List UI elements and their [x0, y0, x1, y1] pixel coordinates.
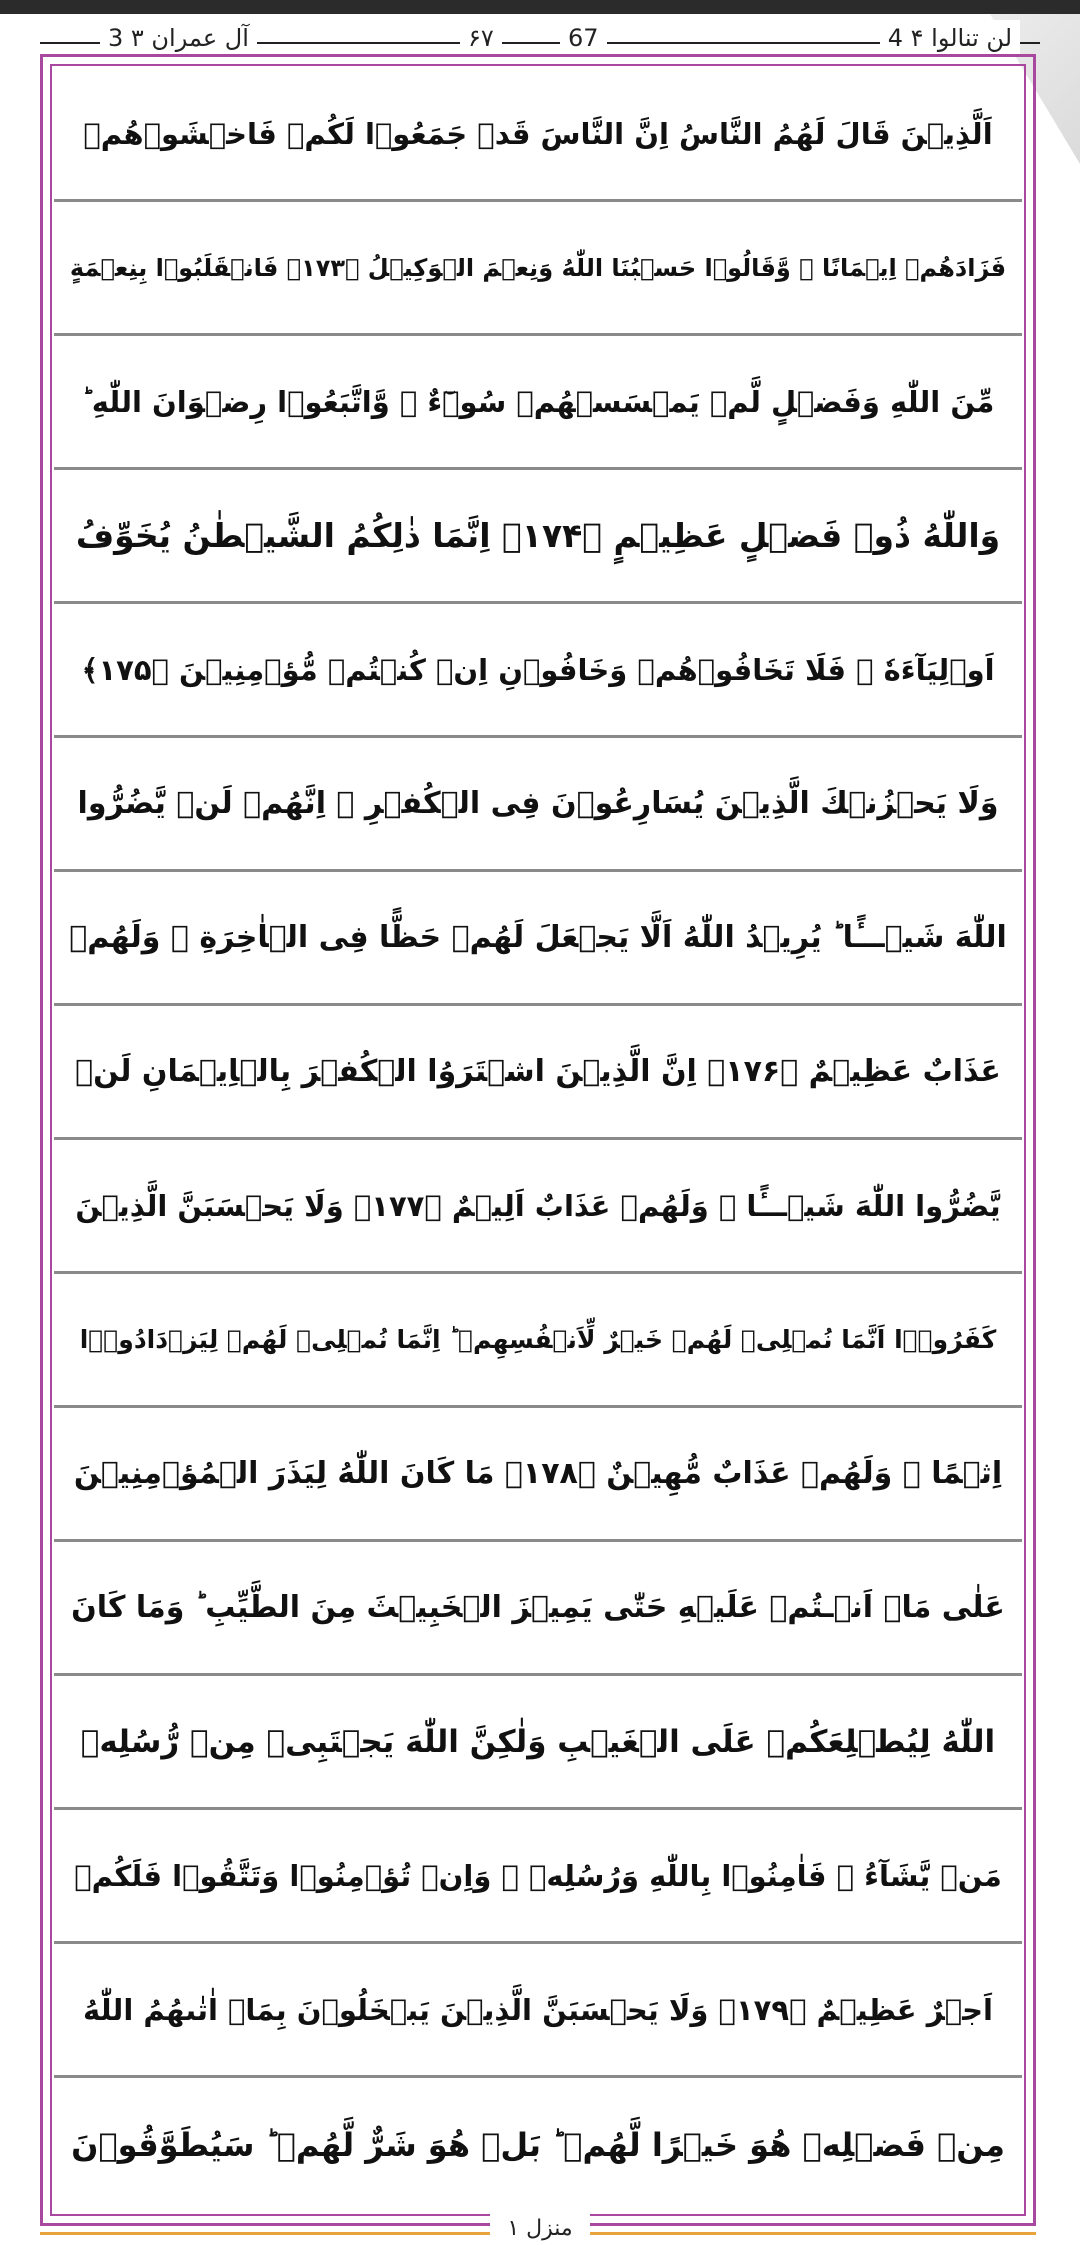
verse-line-text: اللّٰهَ شَيۡـــًٔا ؕ يُرِيۡدُ اللّٰهُ اَلَّا يَجۡعَلَ لَهُمۡ حَظًّا فِى الۡاٰخِرَةِ ۚ وَلَهُمۡ [69, 919, 1007, 955]
verse-line [54, 1810, 1022, 1944]
verse-line [54, 1274, 1022, 1408]
verse-line [54, 1542, 1022, 1676]
surah-name: 3 آل عمران ۳ [100, 20, 257, 56]
verse-line-text: اَلَّذِيۡنَ قَالَ لَهُمُ النَّاسُ اِنَّ النَّاسَ قَدۡ جَمَعُوۡا لَكُمۡ فَاخۡشَوۡهُمۡ [83, 116, 993, 151]
verse-line-text: اِثۡمًا ۚ وَلَهُمۡ عَذَابٌ مُّهِيۡنٌ ﴿۱۷۸﴾ مَا كَانَ اللّٰهُ لِيَذَرَ الۡمُؤۡمِنِيۡنَ [73, 1455, 1003, 1491]
verse-line-text: مِنۡ فَضۡلِهٖ هُوَ خَيۡرًا لَّهُمۡ ؕ بَلۡ هُوَ شَرٌّ لَّهُمۡ ؕ سَيُطَوَّقُوۡنَ [71, 2126, 1005, 2164]
verse-line [54, 336, 1022, 470]
para-name: 4 لن تنالوا ۴ [880, 20, 1020, 56]
verse-line [54, 738, 1022, 872]
verse-line-text: فَزَادَهُمۡ اِيۡمَانًا ۖ وَّقَالُوۡا حَسۡبُنَا اللّٰهُ وَنِعۡمَ الۡوَكِيۡلُ ﴿۱۷۳﴾ فَانۡقَلَبُوۡا بِنِعۡمَةٍ [69, 253, 1007, 282]
verse-line-text: يَّضُرُّوا اللّٰهَ شَيۡـــًٔا ۚ وَلَهُمۡ عَذَابٌ اَلِيۡمٌ ﴿۱۷۷﴾ وَلَا يَحۡسَبَنَّ الَّذِيۡنَ [75, 1188, 1001, 1223]
verse-line [54, 1676, 1022, 1810]
verse-line [54, 2078, 1022, 2212]
verse-line-text: اَوۡلِيَآءَهٗ ۖ فَلَا تَخَافُوۡهُمۡ وَخَافُوۡنِ اِنۡ كُنۡتُمۡ مُّؤۡمِنِيۡنَ ﴿۱۷۵﴾ [81, 652, 995, 687]
verse-line-text: مَنۡ يَّشَآءُ ۖ فَاٰمِنُوۡا بِاللّٰهِ وَرُسُلِهٖ ۚ وَاِنۡ تُؤۡمِنُوۡا وَتَتَّقُوۡا فَلَكُمۡ [74, 1858, 1002, 1893]
page-footer [0, 2216, 1080, 2245]
verse-line-text: وَلَا يَحۡزُنۡكَ الَّذِيۡنَ يُسَارِعُوۡنَ فِى الۡكُفۡرِ ۚ اِنَّهُمۡ لَنۡ يَّضُرُّوا [77, 785, 999, 821]
verse-line [54, 1006, 1022, 1140]
status-bar [0, 0, 1080, 14]
verse-line [54, 1140, 1022, 1274]
verse-lines [54, 68, 1022, 2212]
juz-number: 67 [560, 20, 607, 56]
verse-line [54, 1408, 1022, 1542]
verse-line-text: اَجۡرٌ عَظِيۡمٌ ﴿۱۷۹﴾ وَلَا يَحۡسَبَنَّ الَّذِيۡنَ يَبۡخَلُوۡنَ بِمَاۤ اٰتٰٮهُمُ اللّٰهُ [83, 1992, 993, 2027]
verse-line [54, 470, 1022, 604]
verse-line [54, 202, 1022, 336]
verse-line [54, 604, 1022, 738]
verse-line-text: عَذَابٌ عَظِيۡمٌ ﴿۱۷۶﴾ اِنَّ الَّذِيۡنَ اشۡتَرَوُا الۡكُفۡرَ بِالۡاِيۡمَانِ لَنۡ [75, 1053, 1001, 1089]
juz-number-arabic: ۶۷ [460, 20, 502, 56]
verse-line [54, 68, 1022, 202]
manzil-label: منزل ۱ [490, 2214, 590, 2244]
verse-line [54, 872, 1022, 1006]
verse-line-text: مِّنَ اللّٰهِ وَفَضۡلٍ لَّمۡ يَمۡسَسۡهُمۡ سُوۡٓءٌ ۙ وَّاتَّبَعُوۡا رِضۡوَانَ اللّٰهِ ؕ [81, 384, 995, 419]
verse-line-text: وَاللّٰهُ ذُوۡ فَضۡلٍ عَظِيۡمٍ ﴿۱۷۴﴾ اِنَّمَا ذٰلِكُمُ الشَّيۡطٰنُ يُخَوِّفُ [75, 515, 1001, 555]
verse-line-text: عَلٰى مَاۤ اَنۡـتُمۡ عَلَيۡهِ حَتّٰى يَمِيۡزَ الۡخَبِيۡثَ مِنَ الطَّيِّبِ ؕ وَمَا كَانَ [71, 1589, 1005, 1625]
verse-line-text: اللّٰهُ لِيُطۡلِعَكُمۡ عَلَى الۡغَيۡبِ وَلٰكِنَّ اللّٰهَ يَجۡتَبِىۡ مِنۡ رُّسُلِهٖ [80, 1723, 996, 1760]
page-header [40, 18, 1040, 58]
verse-line-text: كَفَرُوۡۤا اَنَّمَا نُمۡلِىۡ لَهُمۡ خَيۡرٌ لِّاَنۡفُسِهِمۡ ؕ اِنَّمَا نُمۡلِىۡ لَهُمۡ لِيَزۡدَادُوۡۤا [79, 1324, 997, 1354]
verse-line [54, 1944, 1022, 2078]
